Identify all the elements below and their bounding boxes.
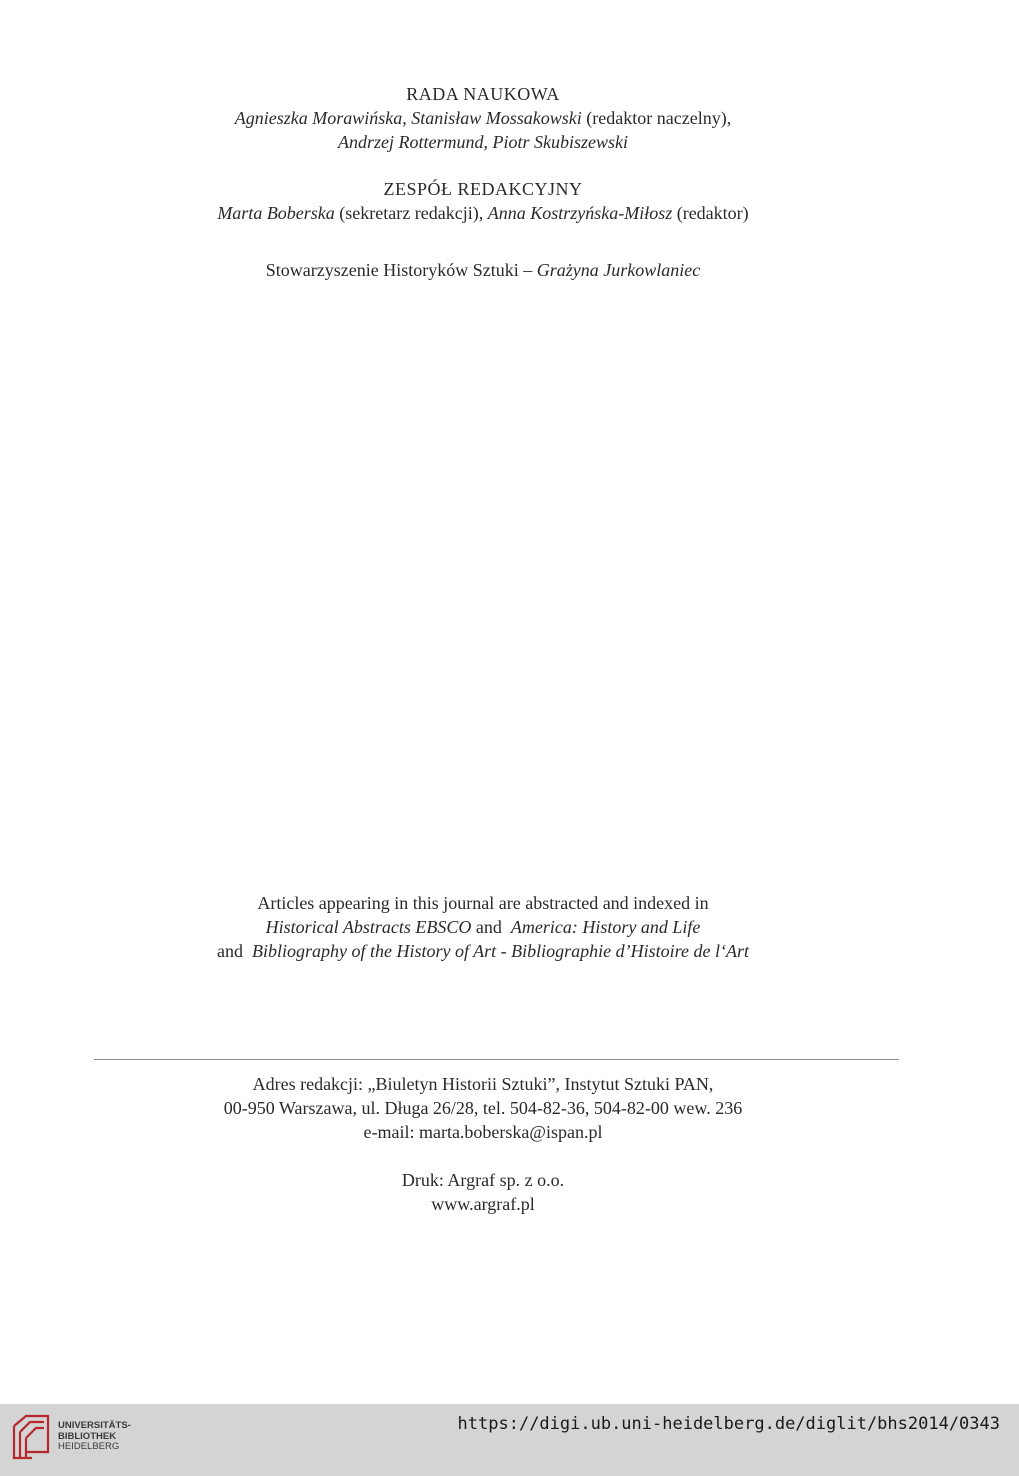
- association-section: [0, 258, 966, 282]
- university-library-logo[interactable]: [10, 1412, 150, 1462]
- scientific-board-names: Agnieszka Morawińska, Stanisław Mossakowski: [234, 108, 582, 128]
- indexing-line1: Articles appearing in this journal are abstracted and indexed in: [257, 893, 709, 913]
- editorial-team-heading: ZESPÓŁ REDAKCYJNY: [383, 179, 583, 199]
- printer-website: www.argraf.pl: [431, 1194, 535, 1214]
- address-email: e-mail: marta.boberska@ispan.pl: [363, 1122, 603, 1142]
- association-line: [0, 258, 966, 282]
- address-section: [0, 1072, 966, 1144]
- editorial-team-section: [0, 177, 966, 225]
- indexing-section: [0, 891, 966, 963]
- editor-name: Anna Kostrzyńska-Miłosz: [487, 203, 673, 223]
- scientific-board-members-line1: [0, 106, 966, 130]
- secretary-role: (sekretarz redakcji),: [334, 203, 488, 223]
- indexing-line2: Historical Abstracts EBSCO and America: History and Life: [265, 917, 701, 937]
- editor-role: (redaktor): [672, 203, 749, 223]
- association-org: Stowarzyszenie Historyków Sztuki –: [265, 260, 537, 280]
- library-logo-icon: [10, 1412, 52, 1462]
- horizontal-divider: [94, 1059, 899, 1060]
- address-line2: 00-950 Warszawa, ul. Długa 26/28, tel. 504-82-36, 504-82-00 wew. 236: [223, 1098, 743, 1118]
- library-logo-text: UNIVERSITÄTS- BIBLIOTHEK HEIDELBERG: [58, 1420, 131, 1452]
- scientific-board-section: [0, 82, 966, 154]
- scientific-board-members-line2: Andrzej Rottermund, Piotr Skubiszewski: [338, 132, 628, 152]
- printer-section: [0, 1168, 966, 1216]
- editor-in-chief-role: (redaktor naczelny),: [581, 108, 732, 128]
- permalink-url[interactable]: https://digi.ub.uni-heidelberg.de/diglit/bhs2014/0343: [457, 1414, 1000, 1434]
- indexing-line3: and Bibliography of the History of Art - Bibliographie d’Histoire de l‘Art: [217, 941, 749, 961]
- scientific-board-heading: RADA NAUKOWA: [406, 84, 560, 104]
- address-line1: Adres redakcji: „Biuletyn Historii Sztuki”, Instytut Sztuki PAN,: [252, 1074, 714, 1094]
- editorial-team-members: [0, 201, 966, 225]
- printer-name: Druk: Argraf sp. z o.o.: [401, 1170, 565, 1190]
- secretary-name: Marta Boberska: [217, 203, 335, 223]
- footer-bar: [0, 1404, 1019, 1476]
- association-person: Grażyna Jurkowlaniec: [536, 260, 701, 280]
